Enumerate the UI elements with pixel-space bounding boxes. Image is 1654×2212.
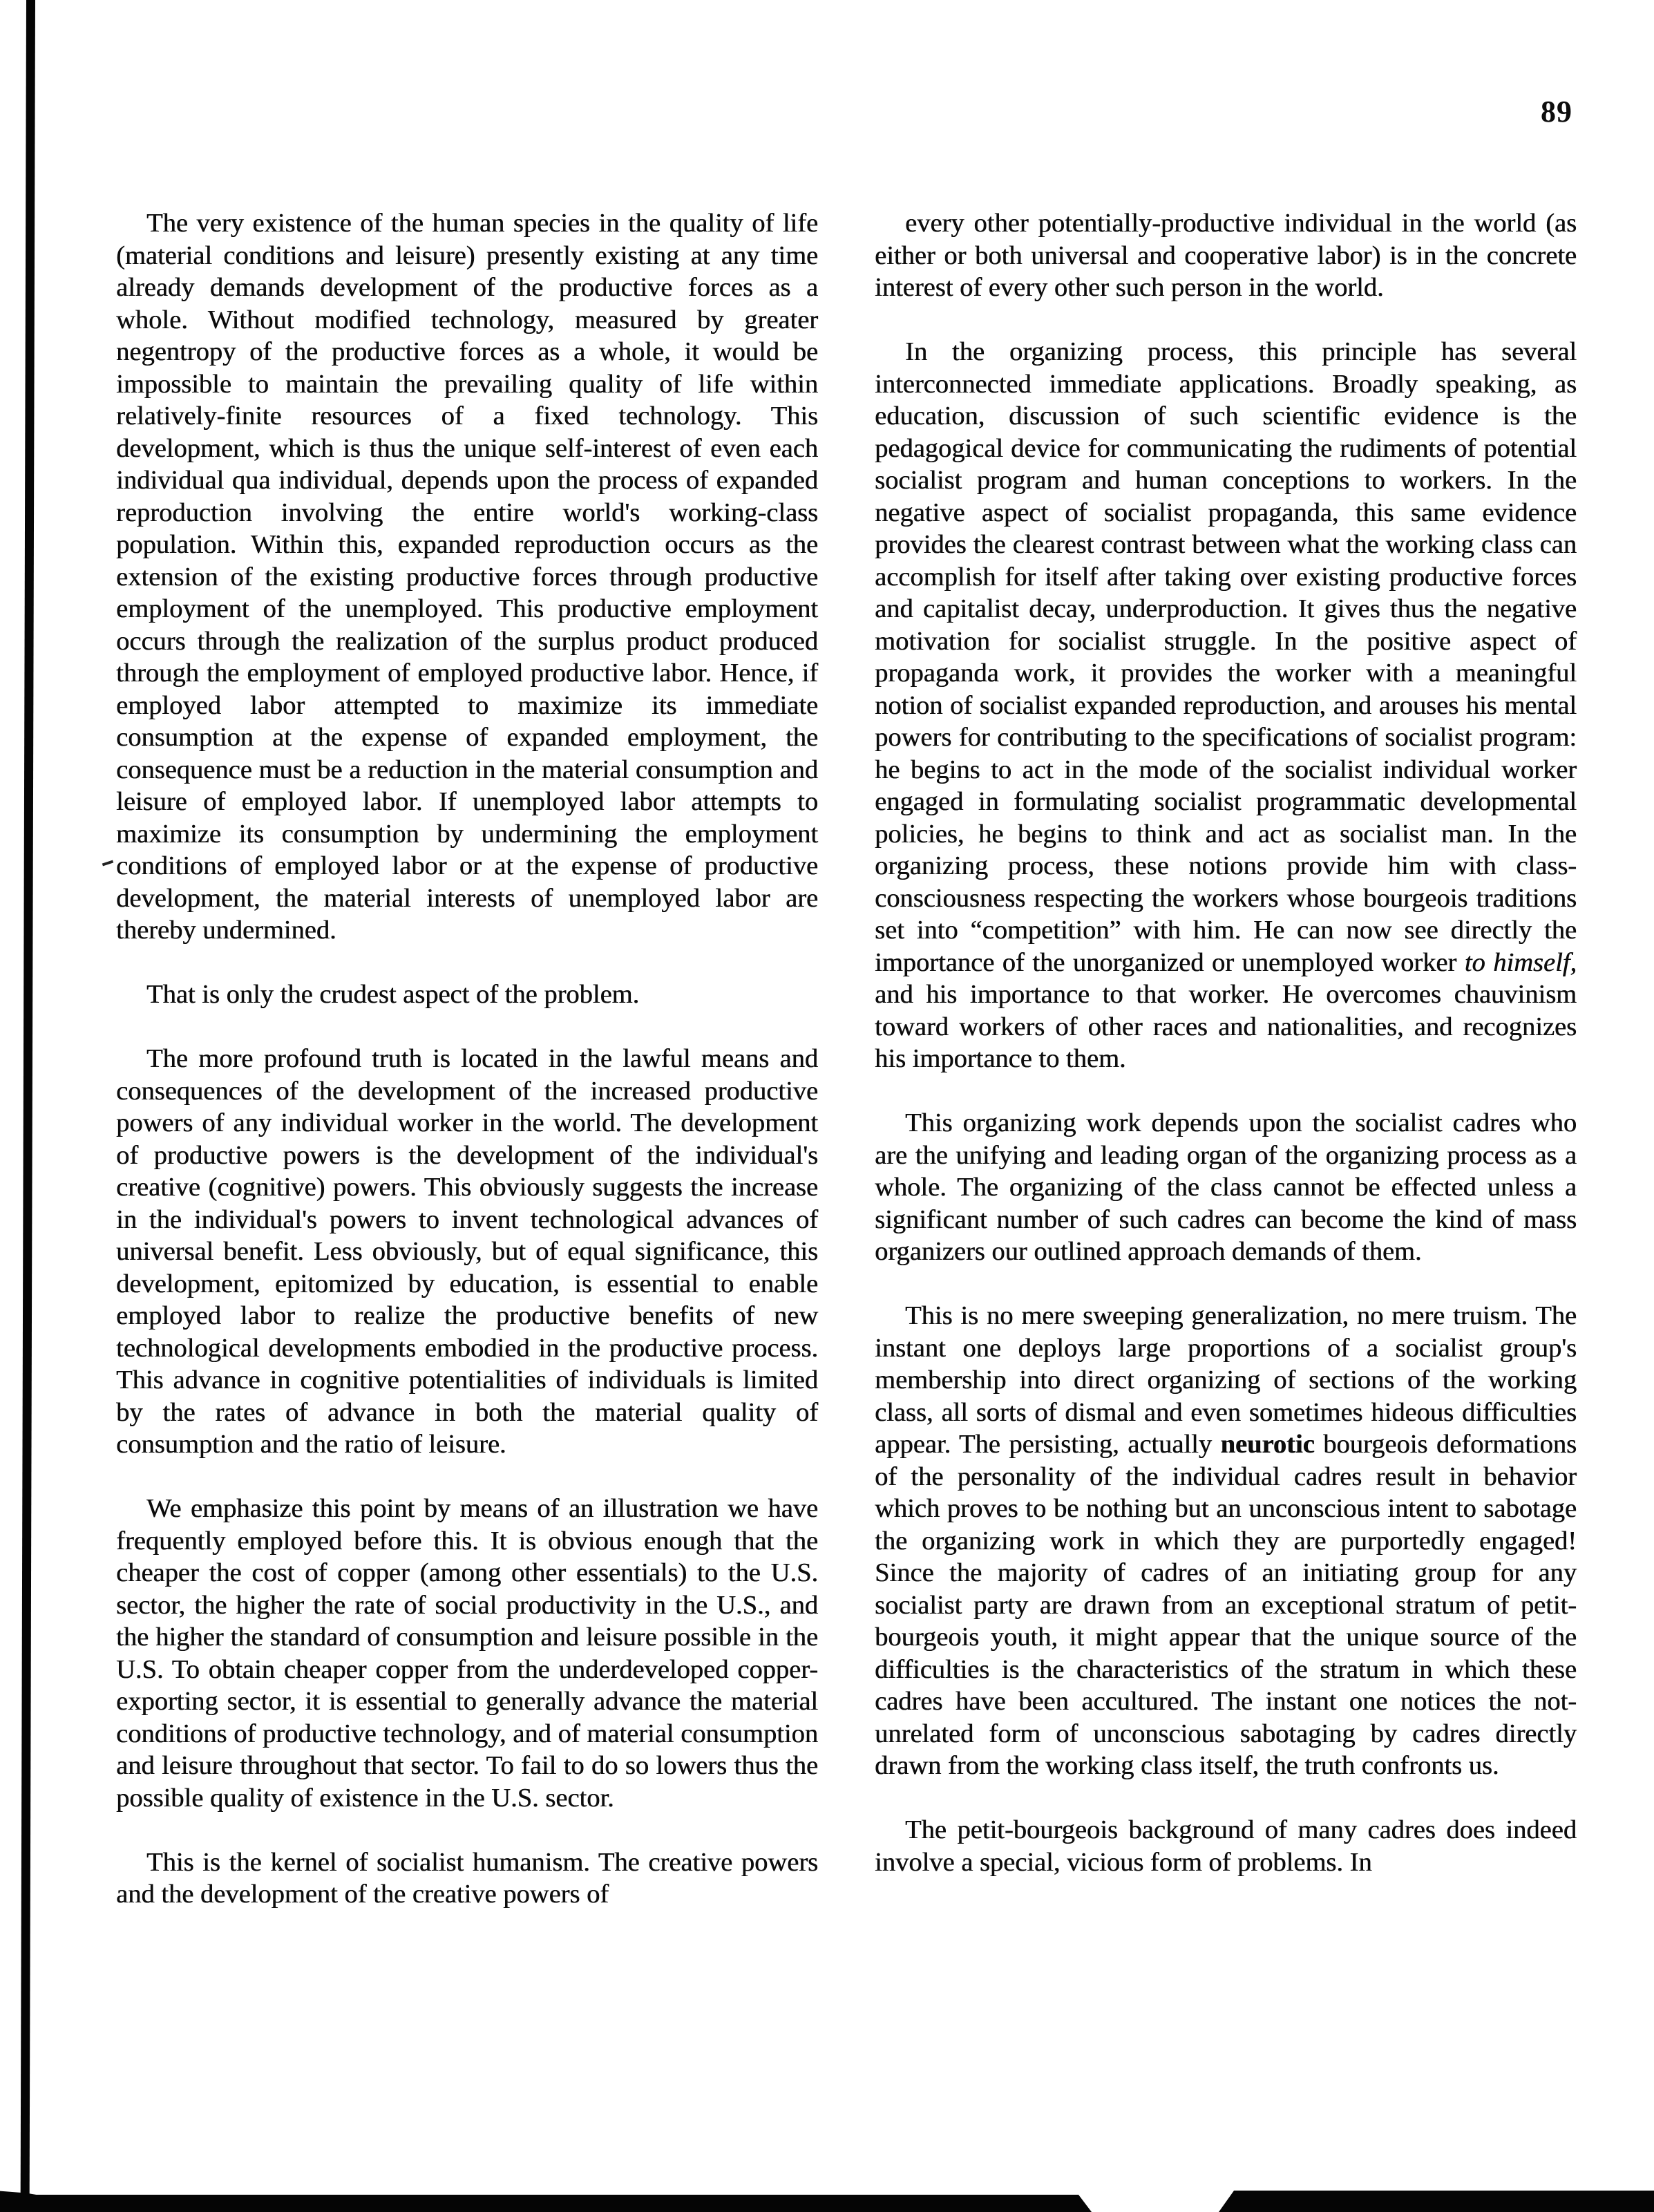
text-run: This is the kernel of socialist humanism. The creative powers and the development of the creative powers of [116, 1847, 818, 1909]
text-run: In the organizing process, this principle has several interconnected immediate applications. Broadly speaking, as education, discussion of such scientific evidence is the pedagogical device for communicating the rudiments of potential socialist program and human conceptions to workers. In the negative aspect of socialist propaganda, this same evidence provides the clearest contrast between what the working class can accomplish for itself after taking over existing productive forces and capitalist decay, underproduction. It gives thus the negative motivation for socialist struggle. In the positive aspect of propaganda work, it provides the worker with a meaningful notion of socialist expanded reproduction, and arouses his mental powers for contributing to the specifications of socialist program: he begins to act in the mode of the socialist individual worker engaged in formulating socialist programmatic developmental policies, he begins to think and act as socialist man. In the organizing process, these notions provide him with class-consciousness respecting the workers whose bourgeois traditions set into “competition” with him. He can now see directly the importance of the unorganized or unemployed worker [875, 337, 1577, 977]
text-run: every other potentially-productive individual in the world (as either or both universal and cooperative labor) is in the concrete interest of every other such person in the world. [875, 209, 1577, 302]
text-run-italic: to himself, [1464, 947, 1577, 977]
text-run: We emphasize this point by means of an illustration we have frequently employed before this. It is obvious enough that the cheaper the cost of copper (among other essentials) to the U.S. sector, the higher the rate of social productivity in the U.S., and the higher the standard of consumption and leisure possible in the U.S. To obtain cheaper copper from the underdeveloped copper-exporting sector, it is essential to generally advance the material conditions of productive technology, and of material consumption and leisure throughout that sector. To fail to do so lowers thus the possible quality of existence in the U.S. sector. [116, 1494, 818, 1813]
text-run: This organizing work depends upon the socialist cadres who are the unifying and leading organ of the organizing process as a whole. The organizing of the class cannot be effected unless a significant number of such cadres can become the kind of mass organizers our outlined approach demands of them. [875, 1108, 1577, 1266]
text-run: The petit-bourgeois background of many cadres does indeed involve a special, vicious form of problems. In [875, 1815, 1577, 1877]
scan-artifact-stray-mark [102, 860, 113, 867]
paragraph [875, 336, 1577, 1075]
text-run: The more profound truth is located in the lawful means and consequences of the development of the increased productive powers of any individual worker in the world. The development of productive powers is the development of the individual's creative (cognitive) powers. This obviously suggests the increase in the individual's powers to invent technological advances of universal benefit. Less obviously, but of equal significance, this development, epitomized by education, is essential to enable employed labor to realize the productive benefits of new technological developments embodied in the productive process. This advance in cognitive potentialities of individuals is limited by the rates of advance in both the material quality of consumption and the ratio of leisure. [116, 1044, 818, 1459]
page-number: 89 [1541, 95, 1572, 129]
text-run: That is only the crudest aspect of the problem. [146, 980, 640, 1009]
scan-artifact-bottom-bar-left [0, 2195, 1092, 2212]
text-run: and his importance to that worker. He overcomes chauvinism toward workers of other races and nationalities, and recognizes his importance to them. [875, 980, 1577, 1073]
paragraph [116, 207, 818, 947]
paragraph [116, 1043, 818, 1461]
text-run: bourgeois deformations of the personality of the individual cadres result in behavior which proves to be nothing but an unconscious intent to sabotage the organizing work in which they are purportedly engaged! Since the majority of cadres of an initiating group for any socialist party are drawn from an exceptional stratum of petit-bourgeois youth, it might appear that the unique source of the difficulties is the characteristics of the stratum in which these cadres have been accultured. The instant one notices the not-unrelated form of unconscious sabotaging by cadres directly drawn from the working class itself, the truth confronts us. [875, 1430, 1577, 1780]
text-run-bold: neurotic [1220, 1430, 1315, 1459]
paragraph [875, 1107, 1577, 1268]
scan-artifact-left-binding-line [21, 0, 35, 2212]
paragraph [116, 979, 818, 1011]
paragraph [875, 1814, 1577, 1878]
paragraph [116, 1846, 818, 1911]
column-right [875, 207, 1577, 1878]
column-left [116, 207, 818, 1911]
scan-artifact-bottom-bar-right [1219, 2191, 1654, 2212]
text-run: This is no mere sweeping generalization, no mere truism. The instant one deploys large proportions of a socialist group's membership into direct organizing of sections of the working class, all sorts of dismal and even sometimes hideous difficulties appear. The persisting, actually [875, 1301, 1577, 1459]
paragraph [875, 1300, 1577, 1782]
paragraph [875, 207, 1577, 304]
paragraph [116, 1493, 818, 1814]
text-run: The very existence of the human species in the quality of life (material conditions and leisure) presently existing at any time already demands development of the productive forces as a whole. Without modified technology, measured by greater negentropy of the productive forces as a whole, it would be impossible to maintain the prevailing quality of life within relatively-finite resources of a fixed technology. This development, which is thus the unique self-interest of even each individual qua individual, depends upon the process of expanded reproduction involving the entire world's working-class population. Within this, expanded reproduction occurs as the extension of the existing productive forces through productive employment of the unemployed. This productive employment occurs through the realization of the surplus product produced through the employment of employed productive labor. Hence, if employed labor attempted to maximize its immediate consumption at the expense of expanded employment, the consequence must be a reduction in the material consumption and leisure of employed labor. If unemployed labor attempts to maximize its consumption by undermining the employment conditions of employed labor or at the expense of productive development, the material interests of unemployed labor are thereby undermined. [116, 209, 818, 945]
